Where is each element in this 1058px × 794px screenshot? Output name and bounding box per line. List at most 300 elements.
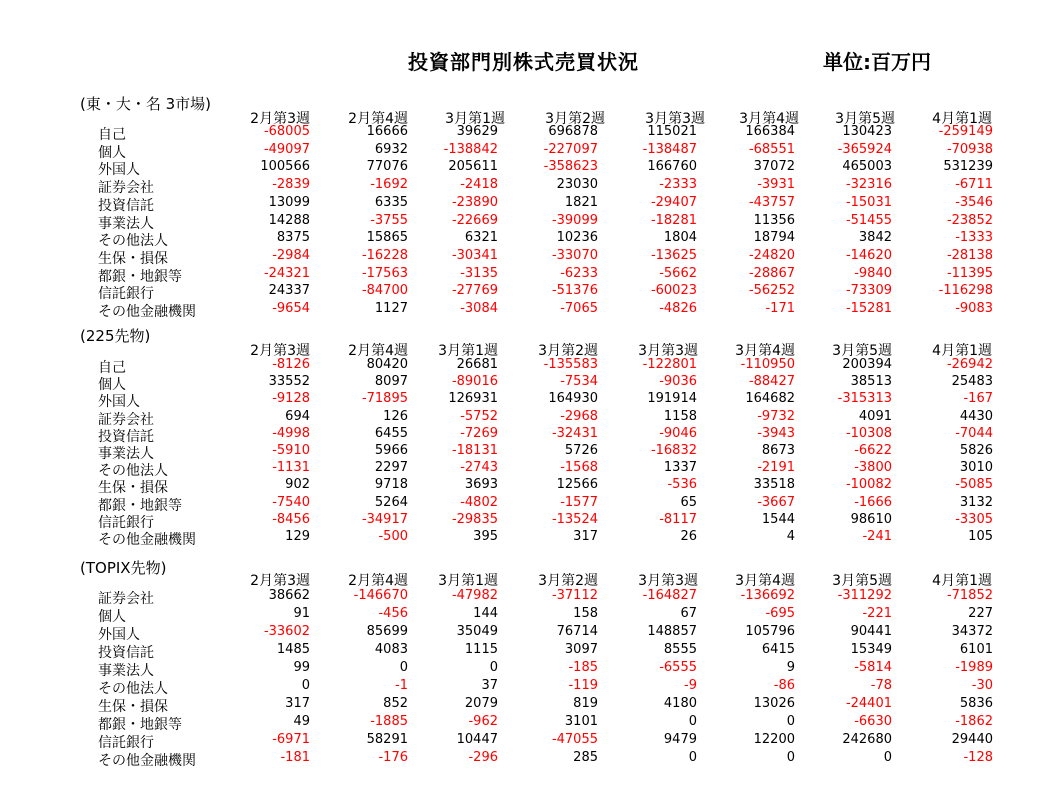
- table-cell: -24820: [748, 248, 795, 263]
- column-header: 3月第1週: [438, 573, 498, 589]
- table-cell: -30: [971, 678, 993, 693]
- column-header: 4月第1週: [932, 343, 992, 359]
- table-cell: 105796: [745, 624, 795, 639]
- table-cell: 14288: [268, 213, 310, 228]
- table-cell: -3305: [955, 512, 993, 527]
- table-cell: 0: [883, 750, 892, 765]
- table-cell: -29407: [650, 195, 697, 210]
- table-cell: 1158: [663, 409, 697, 424]
- table-cell: 6415: [761, 642, 795, 657]
- table-cell: -27769: [451, 283, 498, 298]
- table-cell: -311292: [837, 588, 892, 603]
- table-cell: -14620: [845, 248, 892, 263]
- table-cell: 29440: [951, 732, 993, 747]
- row-label: 自己: [98, 360, 126, 376]
- table-cell: -51455: [845, 213, 892, 228]
- table-cell: -60023: [650, 283, 697, 298]
- table-cell: -10082: [845, 477, 892, 492]
- column-header: 2月第3週: [250, 343, 310, 359]
- table-cell: 58291: [366, 732, 408, 747]
- table-cell: -28138: [946, 248, 993, 263]
- column-header: 3月第3週: [638, 343, 698, 359]
- table-cell: -37112: [551, 588, 598, 603]
- row-label: その他法人: [98, 233, 168, 249]
- table-cell: -135583: [543, 357, 598, 372]
- table-cell: 1544: [761, 512, 795, 527]
- row-label: 証券会社: [98, 180, 154, 196]
- table-cell: 98610: [850, 512, 892, 527]
- table-cell: 158: [573, 606, 598, 621]
- table-cell: -13524: [551, 512, 598, 527]
- table-cell: 5264: [374, 495, 408, 510]
- table-cell: -259149: [938, 124, 993, 139]
- table-cell: 126931: [448, 391, 498, 406]
- table-cell: 3693: [464, 477, 498, 492]
- table-cell: -6622: [854, 443, 892, 458]
- table-cell: 18794: [753, 230, 795, 245]
- table-cell: 6455: [374, 426, 408, 441]
- column-header: 3月第2週: [538, 343, 598, 359]
- table-cell: -89016: [451, 374, 498, 389]
- table-cell: 26: [680, 529, 697, 544]
- table-cell: -6971: [272, 732, 310, 747]
- table-cell: -3084: [460, 301, 498, 316]
- table-cell: 105: [968, 529, 993, 544]
- table-cell: -116298: [938, 283, 993, 298]
- column-header: 3月第5週: [835, 111, 895, 127]
- row-label: 生保・損保: [98, 699, 168, 715]
- table-cell: -30341: [451, 248, 498, 263]
- row-label: 投資信託: [98, 198, 154, 214]
- table-cell: -9: [684, 678, 697, 693]
- table-cell: -15281: [845, 301, 892, 316]
- table-cell: 4091: [858, 409, 892, 424]
- table-cell: 1804: [663, 230, 697, 245]
- table-cell: -138842: [443, 142, 498, 157]
- table-cell: -171: [765, 301, 795, 316]
- table-cell: 0: [786, 714, 795, 729]
- table-cell: 694: [285, 409, 310, 424]
- table-cell: 465003: [842, 159, 892, 174]
- table-cell: 144: [473, 606, 498, 621]
- table-cell: 3132: [959, 495, 993, 510]
- column-header: 3月第4週: [735, 573, 795, 589]
- table-cell: 34372: [951, 624, 993, 639]
- table-cell: -33070: [551, 248, 598, 263]
- row-label: 投資信託: [98, 429, 154, 445]
- table-cell: -16228: [361, 248, 408, 263]
- table-cell: -128: [963, 750, 993, 765]
- table-cell: 8555: [663, 642, 697, 657]
- column-header: 3月第2週: [538, 573, 598, 589]
- table-cell: -3931: [757, 177, 795, 192]
- column-header: 2月第4週: [348, 343, 408, 359]
- table-cell: -70938: [946, 142, 993, 157]
- table-cell: 37072: [753, 159, 795, 174]
- table-cell: -18131: [451, 443, 498, 458]
- table-cell: 16666: [366, 124, 408, 139]
- table-cell: -22669: [451, 213, 498, 228]
- table-cell: -7534: [560, 374, 598, 389]
- table-cell: -4826: [659, 301, 697, 316]
- row-label: その他金融機関: [98, 304, 196, 320]
- table-cell: -32431: [551, 426, 598, 441]
- table-cell: 1127: [374, 301, 408, 316]
- table-cell: 6321: [464, 230, 498, 245]
- table-cell: 0: [688, 750, 697, 765]
- table-cell: 1115: [464, 642, 498, 657]
- row-label: 事業法人: [98, 446, 154, 462]
- row-label: 個人: [98, 145, 126, 161]
- table-cell: -10308: [845, 426, 892, 441]
- table-cell: -2984: [272, 248, 310, 263]
- table-cell: 200394: [842, 357, 892, 372]
- table-cell: 902: [285, 477, 310, 492]
- table-cell: -181: [280, 750, 310, 765]
- table-cell: 395: [473, 529, 498, 544]
- table-cell: -2191: [757, 460, 795, 475]
- row-label: 証券会社: [98, 591, 154, 607]
- table-cell: 11356: [753, 213, 795, 228]
- table-cell: 205611: [448, 159, 498, 174]
- row-label: その他金融機関: [98, 753, 196, 769]
- row-label: 信託銀行: [98, 515, 154, 531]
- table-cell: -2333: [659, 177, 697, 192]
- table-cell: -4998: [272, 426, 310, 441]
- table-cell: -2839: [272, 177, 310, 192]
- table-cell: -15031: [845, 195, 892, 210]
- table-cell: 0: [489, 660, 498, 675]
- table-cell: 90441: [850, 624, 892, 639]
- row-label: 個人: [98, 609, 126, 625]
- table-cell: 317: [573, 529, 598, 544]
- column-header: 4月第1週: [932, 573, 992, 589]
- table-cell: 8375: [276, 230, 310, 245]
- table-cell: -1577: [560, 495, 598, 510]
- table-cell: 99: [293, 660, 310, 675]
- row-label: 事業法人: [98, 216, 154, 232]
- table-cell: -3546: [955, 195, 993, 210]
- table-cell: 39629: [456, 124, 498, 139]
- table-cell: -68551: [748, 142, 795, 157]
- row-label: 生保・損保: [98, 480, 168, 496]
- column-header: 3月第4週: [739, 111, 799, 127]
- table-cell: -56252: [748, 283, 795, 298]
- table-cell: -5752: [460, 409, 498, 424]
- table-cell: -9046: [659, 426, 697, 441]
- table-cell: 23030: [556, 177, 598, 192]
- table-cell: -17563: [361, 266, 408, 281]
- row-label: 都銀・地銀等: [98, 717, 182, 733]
- table-cell: 531239: [943, 159, 993, 174]
- table-cell: 9: [786, 660, 795, 675]
- row-label: 都銀・地銀等: [98, 269, 182, 285]
- table-cell: -119: [568, 678, 598, 693]
- section-label: (225先物): [80, 327, 151, 345]
- table-cell: 9479: [663, 732, 697, 747]
- table-cell: -28867: [748, 266, 795, 281]
- table-cell: 8097: [374, 374, 408, 389]
- table-cell: 100566: [260, 159, 310, 174]
- table-cell: -315313: [837, 391, 892, 406]
- table-cell: -47055: [551, 732, 598, 747]
- table-cell: 3101: [564, 714, 598, 729]
- table-cell: 3010: [959, 460, 993, 475]
- table-cell: -26942: [946, 357, 993, 372]
- table-cell: -1692: [370, 177, 408, 192]
- table-cell: -167: [963, 391, 993, 406]
- table-cell: 77076: [366, 159, 408, 174]
- row-label: 外国人: [98, 627, 140, 643]
- table-cell: 12566: [556, 477, 598, 492]
- row-label: 都銀・地銀等: [98, 498, 182, 514]
- row-label: 事業法人: [98, 663, 154, 679]
- table-cell: -88427: [748, 374, 795, 389]
- table-cell: 317: [285, 696, 310, 711]
- table-cell: -221: [862, 606, 892, 621]
- table-cell: 80420: [366, 357, 408, 372]
- table-cell: 3097: [564, 642, 598, 657]
- table-cell: -23852: [946, 213, 993, 228]
- table-cell: 166760: [647, 159, 697, 174]
- table-cell: 0: [786, 750, 795, 765]
- table-cell: 0: [301, 678, 310, 693]
- table-cell: -146670: [353, 588, 408, 603]
- table-cell: 9718: [374, 477, 408, 492]
- table-cell: 33518: [753, 477, 795, 492]
- row-label: 投資信託: [98, 645, 154, 661]
- table-cell: 164930: [548, 391, 598, 406]
- row-label: 外国人: [98, 394, 140, 410]
- table-cell: 227: [968, 606, 993, 621]
- table-cell: -241: [862, 529, 892, 544]
- table-cell: 191914: [647, 391, 697, 406]
- column-header: 4月第1週: [932, 111, 992, 127]
- page-title: 投資部門別株式売買状況: [408, 50, 639, 74]
- table-cell: -1989: [955, 660, 993, 675]
- table-cell: 819: [573, 696, 598, 711]
- table-cell: -39099: [551, 213, 598, 228]
- table-cell: -500: [378, 529, 408, 544]
- table-cell: -8117: [659, 512, 697, 527]
- table-cell: -49097: [263, 142, 310, 157]
- row-label: 生保・損保: [98, 251, 168, 267]
- table-cell: 5826: [959, 443, 993, 458]
- table-cell: -122801: [642, 357, 697, 372]
- table-cell: 2079: [464, 696, 498, 711]
- column-header: 3月第3週: [645, 111, 705, 127]
- table-cell: 4: [786, 529, 795, 544]
- column-header: 3月第5週: [832, 573, 892, 589]
- table-cell: 67: [680, 606, 697, 621]
- table-cell: -176: [378, 750, 408, 765]
- table-cell: 5836: [959, 696, 993, 711]
- row-label: 個人: [98, 377, 126, 393]
- table-cell: 696878: [548, 124, 598, 139]
- table-cell: 0: [399, 660, 408, 675]
- table-cell: 115021: [647, 124, 697, 139]
- table-cell: 13026: [753, 696, 795, 711]
- column-header: 3月第1週: [445, 111, 505, 127]
- table-cell: 852: [383, 696, 408, 711]
- table-cell: 13099: [268, 195, 310, 210]
- table-cell: -6233: [560, 266, 598, 281]
- table-cell: -164827: [642, 588, 697, 603]
- table-cell: -5662: [659, 266, 697, 281]
- row-label: 外国人: [98, 162, 140, 178]
- column-header: 2月第3週: [250, 573, 310, 589]
- table-cell: 6101: [959, 642, 993, 657]
- table-cell: -43757: [748, 195, 795, 210]
- table-cell: 10236: [556, 230, 598, 245]
- table-cell: 129: [285, 529, 310, 544]
- table-cell: 6335: [374, 195, 408, 210]
- table-cell: 3842: [858, 230, 892, 245]
- table-cell: 8673: [761, 443, 795, 458]
- table-cell: 5726: [564, 443, 598, 458]
- table-cell: 126: [383, 409, 408, 424]
- table-cell: -110950: [740, 357, 795, 372]
- column-header: 3月第1週: [438, 343, 498, 359]
- table-cell: -71852: [946, 588, 993, 603]
- table-cell: -24401: [845, 696, 892, 711]
- table-cell: 15349: [850, 642, 892, 657]
- row-label: その他金融機関: [98, 532, 196, 548]
- unit-label: 単位:百万円: [823, 50, 931, 74]
- table-cell: 1821: [564, 195, 598, 210]
- table-cell: -2968: [560, 409, 598, 424]
- table-cell: 12200: [753, 732, 795, 747]
- table-cell: -365924: [837, 142, 892, 157]
- row-label: 自己: [98, 127, 126, 143]
- table-cell: -16832: [650, 443, 697, 458]
- table-cell: -6711: [955, 177, 993, 192]
- table-cell: -51376: [551, 283, 598, 298]
- table-cell: 91: [293, 606, 310, 621]
- table-cell: -358623: [543, 159, 598, 174]
- column-header: 3月第3週: [638, 573, 698, 589]
- table-cell: -6630: [854, 714, 892, 729]
- table-cell: -962: [468, 714, 498, 729]
- table-cell: 85699: [366, 624, 408, 639]
- table-cell: -7540: [272, 495, 310, 510]
- table-cell: -9732: [757, 409, 795, 424]
- table-cell: 4430: [959, 409, 993, 424]
- table-cell: 37: [481, 678, 498, 693]
- table-cell: -6555: [659, 660, 697, 675]
- column-header: 2月第3週: [250, 111, 310, 127]
- table-cell: 5966: [374, 443, 408, 458]
- table-cell: 38662: [268, 588, 310, 603]
- section-label: (TOPIX先物): [80, 559, 167, 577]
- row-label: その他法人: [98, 463, 168, 479]
- table-cell: -5910: [272, 443, 310, 458]
- table-cell: -33602: [263, 624, 310, 639]
- table-cell: -1885: [370, 714, 408, 729]
- table-cell: -1131: [272, 460, 310, 475]
- table-cell: -1568: [560, 460, 598, 475]
- table-cell: -68005: [263, 124, 310, 139]
- table-cell: -18281: [650, 213, 697, 228]
- table-cell: 285: [573, 750, 598, 765]
- table-cell: 2297: [374, 460, 408, 475]
- table-cell: -695: [765, 606, 795, 621]
- table-cell: -3800: [854, 460, 892, 475]
- table-cell: -9840: [854, 266, 892, 281]
- column-header: 3月第4週: [735, 343, 795, 359]
- table-cell: 4083: [374, 642, 408, 657]
- table-cell: -9654: [272, 301, 310, 316]
- table-cell: -34917: [361, 512, 408, 527]
- table-cell: -8126: [272, 357, 310, 372]
- table-cell: -7269: [460, 426, 498, 441]
- table-cell: 76714: [556, 624, 598, 639]
- table-cell: -11395: [946, 266, 993, 281]
- table-cell: -13625: [650, 248, 697, 263]
- column-header: 2月第4週: [348, 111, 408, 127]
- table-cell: -1: [395, 678, 408, 693]
- row-label: 信託銀行: [98, 286, 154, 302]
- table-cell: 25483: [951, 374, 993, 389]
- table-cell: -1666: [854, 495, 892, 510]
- table-cell: -71895: [361, 391, 408, 406]
- table-cell: -73309: [845, 283, 892, 298]
- table-cell: 1485: [276, 642, 310, 657]
- row-label: その他法人: [98, 681, 168, 697]
- table-cell: -5085: [955, 477, 993, 492]
- table-cell: -227097: [543, 142, 598, 157]
- table-cell: 6932: [374, 142, 408, 157]
- table-cell: 164682: [745, 391, 795, 406]
- table-cell: 33552: [268, 374, 310, 389]
- table-cell: -78: [870, 678, 892, 693]
- table-cell: 49: [293, 714, 310, 729]
- table-cell: -8456: [272, 512, 310, 527]
- table-cell: -23890: [451, 195, 498, 210]
- row-label: 信託銀行: [98, 735, 154, 751]
- table-cell: 26681: [456, 357, 498, 372]
- table-cell: 35049: [456, 624, 498, 639]
- table-cell: 4180: [663, 696, 697, 711]
- table-cell: -136692: [740, 588, 795, 603]
- table-cell: -47982: [451, 588, 498, 603]
- table-cell: 148857: [647, 624, 697, 639]
- table-cell: -9036: [659, 374, 697, 389]
- table-cell: -2418: [460, 177, 498, 192]
- table-cell: -5814: [854, 660, 892, 675]
- table-cell: 65: [680, 495, 697, 510]
- table-cell: -32316: [845, 177, 892, 192]
- table-cell: 166384: [745, 124, 795, 139]
- column-header: 3月第5週: [832, 343, 892, 359]
- table-cell: -29835: [451, 512, 498, 527]
- table-cell: -4802: [460, 495, 498, 510]
- section-label: (東・大・名 3市場): [80, 95, 212, 113]
- table-cell: -9128: [272, 391, 310, 406]
- table-cell: -9083: [955, 301, 993, 316]
- table-cell: 0: [688, 714, 697, 729]
- table-cell: -3943: [757, 426, 795, 441]
- table-cell: -24321: [263, 266, 310, 281]
- table-cell: 242680: [842, 732, 892, 747]
- table-cell: 10447: [456, 732, 498, 747]
- table-cell: 130423: [842, 124, 892, 139]
- table-cell: 24337: [268, 283, 310, 298]
- table-cell: -1333: [955, 230, 993, 245]
- table-cell: -2743: [460, 460, 498, 475]
- table-cell: -456: [378, 606, 408, 621]
- column-header: 3月第2週: [545, 111, 605, 127]
